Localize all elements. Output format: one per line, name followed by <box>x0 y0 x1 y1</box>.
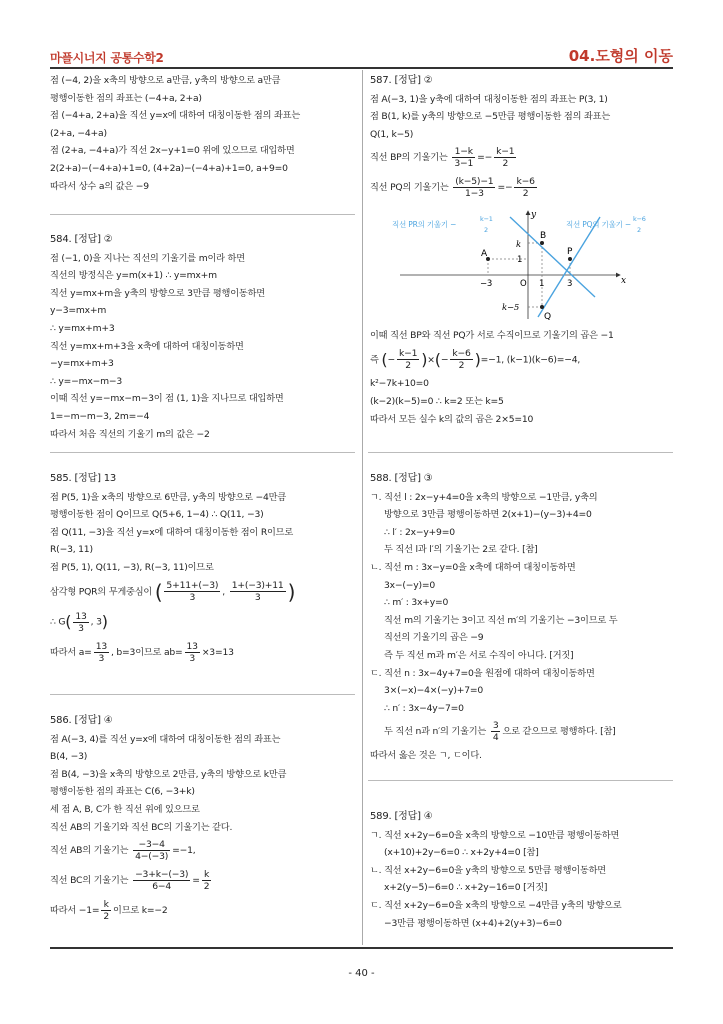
solution-line: ㄴ. 직선 m : 3x−y=0을 x축에 대하여 대칭이동하면 <box>370 561 576 573</box>
solution-588 <box>370 470 675 765</box>
solution-line: −3만큼 평행이동하면 (x+4)+2(y+3)−6=0 <box>384 917 562 929</box>
solution-line: 점 (−1, 0)을 지나는 직선의 기울기를 m이라 하면 <box>50 252 245 264</box>
solution-line: −y=mx+m+3 <box>50 358 114 370</box>
solution-line: 점 A(−3, 4)를 직선 y=x에 대하여 대칭이동한 점의 좌표는 <box>50 733 281 745</box>
fraction: $\frac{k}{2}$ <box>103 899 110 923</box>
slope-bc-line: 직선 BC의 기울기는 $\frac{-3+k-(-3)}{6-4}$ = $\frac{k}{2}$ <box>50 869 210 893</box>
tick-label: 1 <box>517 255 523 266</box>
solution-line: 점 (−4, 2)을 x축의 방향으로 a만큼, y축의 방향으로 a만큼 <box>50 75 281 86</box>
fraction: $\frac{k-1}{2}$ <box>496 146 515 170</box>
x-axis-label: x <box>621 276 626 287</box>
fraction: $\frac{k-1}{2}$ <box>398 348 418 372</box>
annotation-pq-den: 2 <box>637 226 641 235</box>
solution-line: 점 P(5, 1), Q(11, −3), R(−3, 11)이므로 <box>50 561 214 573</box>
annotation-pr-den: 2 <box>484 226 488 235</box>
chapter-title: 04.도형의 이동 <box>568 47 673 65</box>
solution-line: 이때 직선 BP와 직선 PQ가 서로 수직이므로 기울기의 곱은 −1 <box>370 330 614 342</box>
separator <box>50 452 355 453</box>
solution-line: 이때 직선 y=−mx−m−3이 점 (1, 1)을 지나므로 대입하면 <box>50 393 284 405</box>
header-rule <box>50 67 673 69</box>
solution-line: ㄷ. 직선 n : 3x−4y+7=0을 원점에 대하여 대칭이동하면 <box>370 667 595 679</box>
annotation-pq: 직선 PQ의 기울기 − <box>566 220 631 230</box>
solution-line: 점 (2+a, −4+a)가 직선 2x−y+1=0 위에 있으므로 대입하면 <box>50 145 295 157</box>
solution-line: 1=−m−m−3, 2m=−4 <box>50 410 150 422</box>
annotation-pr: 직선 PR의 기울기 − <box>392 220 457 230</box>
solution-587 <box>370 72 675 428</box>
separator <box>368 452 673 453</box>
point-label: Q <box>544 312 551 323</box>
solution-line: 3x−(−y)=0 <box>384 579 436 591</box>
problem-title: 585. [정답] 13 <box>50 473 117 484</box>
solution-line: ㄱ. 직선 l : 2x−y+4=0을 x축의 방향으로 −1만큼, y축의 <box>370 491 598 503</box>
solution-line: 세 점 A, B, C가 한 직선 위에 있으므로 <box>50 803 200 815</box>
coordinate-graph <box>390 207 650 323</box>
solution-line: ∴ m′ : 3x+y=0 <box>384 597 449 609</box>
solution-line: B(4, −3) <box>50 751 88 763</box>
solution-583-continued <box>50 72 355 195</box>
solution-line: (2+a, −4+a) <box>50 127 107 139</box>
page-number: - 40 - <box>348 968 375 979</box>
y-axis-label: y <box>531 210 536 221</box>
point-b <box>540 241 544 245</box>
solution-line: 3×(−x)−4×(−y)+7=0 <box>384 685 484 697</box>
tick-label: k−5 <box>502 303 520 314</box>
solution-line: 점 B(1, k)를 y축의 방향으로 −5만큼 평행이동한 점의 좌표는 <box>370 111 611 123</box>
solution-line: ∴ n′ : 3x−4y−7=0 <box>384 702 464 714</box>
fraction: $\frac{(k-5)-1}{1-3}$ <box>455 176 494 200</box>
footer-rule <box>50 947 673 949</box>
solution-line: 직선의 기울기의 곱은 −9 <box>384 632 484 644</box>
solution-line: 직선 y=mx+m을 y축의 방향으로 3만큼 평행이동하면 <box>50 287 265 299</box>
solution-line: 평행이동한 점의 좌표는 C(6, −3+k) <box>50 786 195 798</box>
solution-line: 점 B(4, −3)을 x축의 방향으로 2만큼, y축의 방향으로 k만큼 <box>50 768 287 780</box>
point-label: P <box>567 247 573 258</box>
solution-line: 점 (−4+a, 2+a)을 직선 y=x에 대하여 대칭이동한 점의 좌표는 <box>50 110 301 122</box>
point-label: A <box>481 249 487 260</box>
fraction: $\frac{1-k}{3-1}$ <box>454 146 474 170</box>
solution-line: 점 P(5, 1)을 x축의 방향으로 6만큼, y축의 방향으로 −4만큼 <box>50 491 287 503</box>
solution-line: ㄱ. 직선 x+2y−6=0을 x축의 방향으로 −10만큼 평행이동하면 <box>370 829 620 841</box>
solution-line: ㄴ. 직선 x+2y−6=0을 y축의 방향으로 5만큼 평행이동하면 <box>370 864 606 876</box>
solution-line: 직선의 방정식은 y=m(x+1) ∴ y=mx+m <box>50 270 217 282</box>
solution-line: 방향으로 3만큼 평행이동하면 2(x+1)−(y−3)+4=0 <box>384 509 592 521</box>
fraction: $\frac{1+(-3)+11}{3}$ <box>231 580 284 604</box>
fraction: $\frac{5+11+(-3)}{3}$ <box>166 580 219 604</box>
solution-line: ∴ l′ : 2x−y+9=0 <box>384 526 455 538</box>
point-p <box>568 257 572 261</box>
solution-line: 2(2+a)−(−4+a)+1=0, (4+2a)−(−4+a)+1=0, a+9=0 <box>50 162 288 174</box>
centroid-result: ∴ G( $\frac{13}{3}$ , 3) <box>50 610 108 634</box>
annotation-pq-num: k−6 <box>633 215 646 224</box>
tick-label: −3 <box>480 279 493 290</box>
line-pq <box>538 217 600 317</box>
fraction: $\frac{13}{3}$ <box>95 640 107 664</box>
point-label: B <box>540 231 546 242</box>
solution-585 <box>50 470 355 668</box>
solution-line: 직선 AB의 기울기와 직선 BC의 기울기는 같다. <box>50 821 233 833</box>
solution-line: (x+10)+2y−6=0 ∴ x+2y+4=0 [참] <box>384 847 539 859</box>
centroid-lead: 삼각형 PQR의 무게중심이 <box>50 586 153 598</box>
solution-line: 점 Q(11, −3)을 직선 y=x에 대하여 대칭이동한 점이 R이므로 <box>50 526 294 538</box>
solution-line: k²−7k+10=0 <box>370 378 429 390</box>
fraction: $\frac{13}{3}$ <box>75 610 87 634</box>
solution-line: Q(1, k−5) <box>370 128 414 140</box>
solution-line: R(−3, 11) <box>50 544 93 556</box>
separator <box>50 214 355 215</box>
slope-ab-line: 직선 AB의 기울기는 $\frac{-3-4}{4-(-3)}$ =−1, <box>50 839 196 863</box>
solution-584 <box>50 231 355 443</box>
solution-586 <box>50 712 355 926</box>
centroid-line: 삼각형 PQR의 무게중심이 ( $\frac{5+11+(-3)}{3}$ , $\frac{1+(-3)+11}{3}$ ) <box>50 579 296 604</box>
point-q <box>540 305 544 309</box>
separator <box>50 694 355 695</box>
column-divider <box>362 70 363 945</box>
fraction: $\frac{-3-4}{4-(-3)}$ <box>135 839 169 863</box>
solution-line: (k−2)(k−5)=0 ∴ k=2 또는 k=5 <box>370 396 504 408</box>
fraction: $\frac{k}{2}$ <box>203 869 210 893</box>
fraction: $\frac{k-6}{2}$ <box>516 176 535 200</box>
solution-line: 직선 m의 기울기는 3이고 직선 m′의 기울기는 −3이므로 두 <box>384 614 618 626</box>
solution-line: 따라서 모든 실수 k의 값의 곱은 2×5=10 <box>370 413 534 425</box>
slope-pq-line: 직선 PQ의 기울기는 $\frac{(k-5)-1}{1-3}$ =− $\frac{k-6}{2}$ <box>370 176 535 200</box>
fraction: $\frac{3}{4}$ <box>492 720 499 744</box>
final-answer-line: 따라서 a= $\frac{13}{3}$ , b=3이므로 ab= $\frac{13}{3}$ ×3=13 <box>50 640 234 664</box>
final-answer-line: 따라서 −1= $\frac{k}{2}$ 이므로 k=−2 <box>50 899 168 923</box>
solution-line: 두 직선 l과 l′의 기울기는 2로 같다. [참] <box>384 544 538 556</box>
solution-line: 따라서 처음 직선의 기울기 m의 값은 −2 <box>50 428 210 440</box>
solution-line: ∴ y=mx+m+3 <box>50 322 115 334</box>
solution-line: x+2(y−5)−6=0 ∴ x+2y−16=0 [거짓] <box>384 882 548 894</box>
fraction: $\frac{k-6}{2}$ <box>452 348 471 372</box>
product-line: 즉 (− $\frac{k-1}{2}$ )×(− $\frac{k-6}{2}$ )=−1, (k−1)(k−6)=−4, <box>370 348 581 372</box>
problem-title: 584. [정답] ② <box>50 234 113 245</box>
solution-line: ∴ y=−mx−m−3 <box>50 375 122 387</box>
problem-title: 587. [정답] ② <box>370 75 433 86</box>
solution-line: 즉 두 직선 m과 m′은 서로 수직이 아니다. [거짓] <box>384 649 574 661</box>
slope-bp-line: 직선 BP의 기울기는 $\frac{1-k}{3-1}$ =− $\frac{k-1}{2}$ <box>370 146 515 170</box>
fraction: $\frac{-3+k-(-3)}{6-4}$ <box>135 869 189 893</box>
solution-line: y−3=mx+m <box>50 305 107 317</box>
solution-line: ㄷ. 직선 x+2y−6=0을 x축의 방향으로 −4만큼 y축의 방향으로 <box>370 899 622 911</box>
separator <box>368 780 673 781</box>
problem-title: 589. [정답] ④ <box>370 811 433 822</box>
book-title: 마플시너지 공통수학2 <box>50 51 164 65</box>
tick-label: 3 <box>567 279 573 290</box>
solution-line: 평행이동한 점의 좌표는 (−4+a, 2+a) <box>50 92 202 104</box>
fraction: $\frac{13}{3}$ <box>186 640 198 664</box>
slope-n-line: 두 직선 n과 n′의 기울기는 $\frac{3}{4}$ 으로 같으므로 평행하다. [참] <box>384 720 616 744</box>
annotation-pr-num: k−1 <box>480 215 493 224</box>
solution-line: 평행이동한 점이 Q이므로 Q(5+6, 1−4) ∴ Q(11, −3) <box>50 509 264 521</box>
tick-label: k <box>516 240 521 251</box>
conclusion: 따라서 옳은 것은 ㄱ, ㄷ이다. <box>370 750 482 762</box>
tick-label: 1 <box>539 279 545 290</box>
solution-line: 점 A(−3, 1)을 y축에 대하여 대칭이동한 점의 좌표는 P(3, 1) <box>370 93 608 105</box>
origin-label: O <box>520 279 527 290</box>
problem-title: 588. [정답] ③ <box>370 473 433 484</box>
solution-line: 직선 y=mx+m+3을 x축에 대하여 대칭이동하면 <box>50 340 244 352</box>
problem-title: 586. [정답] ④ <box>50 715 113 726</box>
solution-589 <box>370 808 675 932</box>
solution-line: 따라서 상수 a의 값은 −9 <box>50 180 149 192</box>
